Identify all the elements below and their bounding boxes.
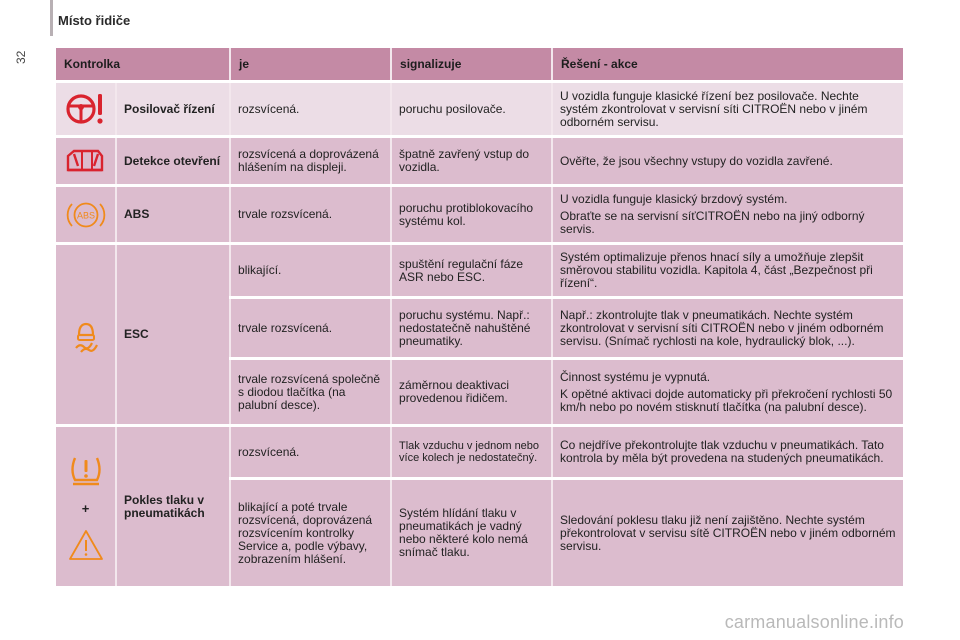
icon-plus: + [81, 501, 90, 516]
light-state: blikající a poté trvale rozsvícená, doprovázená rozsvícením kontrolky Service a, podle výbavy, zobrazením hlášení. [229, 480, 390, 586]
light-signal: poruchu systému. Např.: nedostatečně nahuštěné pneumatiky. [390, 299, 551, 357]
light-name: Detekce otevření [115, 138, 229, 184]
column-header-action: Řešení - akce [551, 48, 903, 80]
warning-lights-table [56, 45, 903, 589]
page-number: 32 [14, 50, 28, 64]
light-action [551, 187, 903, 242]
light-name: Pokles tlaku v pneumatikách [115, 427, 229, 586]
table-header-row [56, 48, 903, 80]
section-rule [50, 0, 53, 36]
table-row [56, 187, 903, 242]
light-signal: Tlak vzduchu v jednom nebo více kolech je nedostatečný. [390, 427, 551, 477]
light-action [551, 360, 903, 424]
light-state: rozsvícená. [229, 83, 390, 135]
light-action: Ověřte, že jsou všechny vstupy do vozidla zavřené. [551, 138, 903, 184]
table-row [56, 83, 903, 135]
light-state: blikající. [229, 245, 390, 296]
action-paragraph: K opětné aktivaci dojde automaticky při překročení rychlosti 50 km/h nebo po novém stisknutí tlačítka (na palubní desce). [560, 386, 893, 414]
light-name: ESC [115, 245, 229, 424]
table-row [56, 245, 903, 296]
light-state: trvale rozsvícená. [229, 187, 390, 242]
light-action: U vozidla funguje klasické řízení bez posilovače. Nechte systém zkontrolovat v servisní síti CITROËN nebo v jiném odborném servisu. [551, 83, 903, 135]
light-action: Co nejdříve překontrolujte tlak vzduchu v pneumatikách. Tato kontrola by měla být provedena na studených pneumatikách. [551, 427, 903, 477]
light-signal: záměrnou deaktivaci provedenou řidičem. [390, 360, 551, 424]
light-action: Např.: zkontrolujte tlak v pneumatikách. Nechte systém zkontrolovat v servisní síti CITROËN nebo v jiném odborném servisu. (Snímač rychlosti na kole, hydraulický blok, ...). [551, 299, 903, 357]
esc-skid-icon [56, 245, 115, 424]
light-state: trvale rozsvícená společně s diodou tlačítka (na palubní desce). [229, 360, 390, 424]
light-name: Posilovač řízení [115, 83, 229, 135]
light-signal: Systém hlídání tlaku v pneumatikách je vadný nebo některé kolo nemá snímač tlaku. [390, 480, 551, 586]
door-open-icon [56, 138, 115, 184]
light-signal: špatně zavřený vstup do vozidla. [390, 138, 551, 184]
light-action: Systém optimalizuje přenos hnací síly a umožňuje zlepšit směrovou stabilitu vozidla. Kapitola 4, část „Bezpečnost při řízení“. [551, 245, 903, 296]
table-row [56, 427, 903, 477]
light-signal: spuštění regulační fáze ASR nebo ESC. [390, 245, 551, 296]
light-state: rozsvícená a doprovázená hlášením na displeji. [229, 138, 390, 184]
light-signal: poruchu protiblokovacího systému kol. [390, 187, 551, 242]
column-header-signal: signalizuje [390, 48, 551, 80]
watermark: carmanualsonline.info [724, 612, 904, 632]
light-name: ABS [115, 187, 229, 242]
action-paragraph: Obraťte se na servisní síťCITROËN nebo na jiný odborný servis. [560, 209, 865, 236]
steering-wheel-warning-icon [56, 83, 115, 135]
light-state: rozsvícená. [229, 427, 390, 477]
action-paragraph: Činnost systému je vypnutá. [560, 369, 711, 384]
action-paragraph: U vozidla funguje klasický brzdový systém. [560, 192, 788, 206]
page-title: Místo řidiče [58, 13, 131, 28]
warning-triangle-icon [66, 527, 106, 563]
light-state: trvale rozsvícená. [229, 299, 390, 357]
light-action: Sledování poklesu tlaku již není zajištěno. Nechte systém překontrolovat v servisu sítě CITROËN nebo v jiném odborném servisu. [551, 480, 903, 586]
abs-icon-text: ABS [76, 210, 95, 220]
abs-icon [56, 187, 115, 242]
tyre-pressure-icon [56, 427, 115, 586]
table-row [56, 138, 903, 184]
column-header-state: je [229, 48, 390, 80]
column-header-light: Kontrolka [56, 48, 229, 80]
light-signal: poruchu posilovače. [390, 83, 551, 135]
